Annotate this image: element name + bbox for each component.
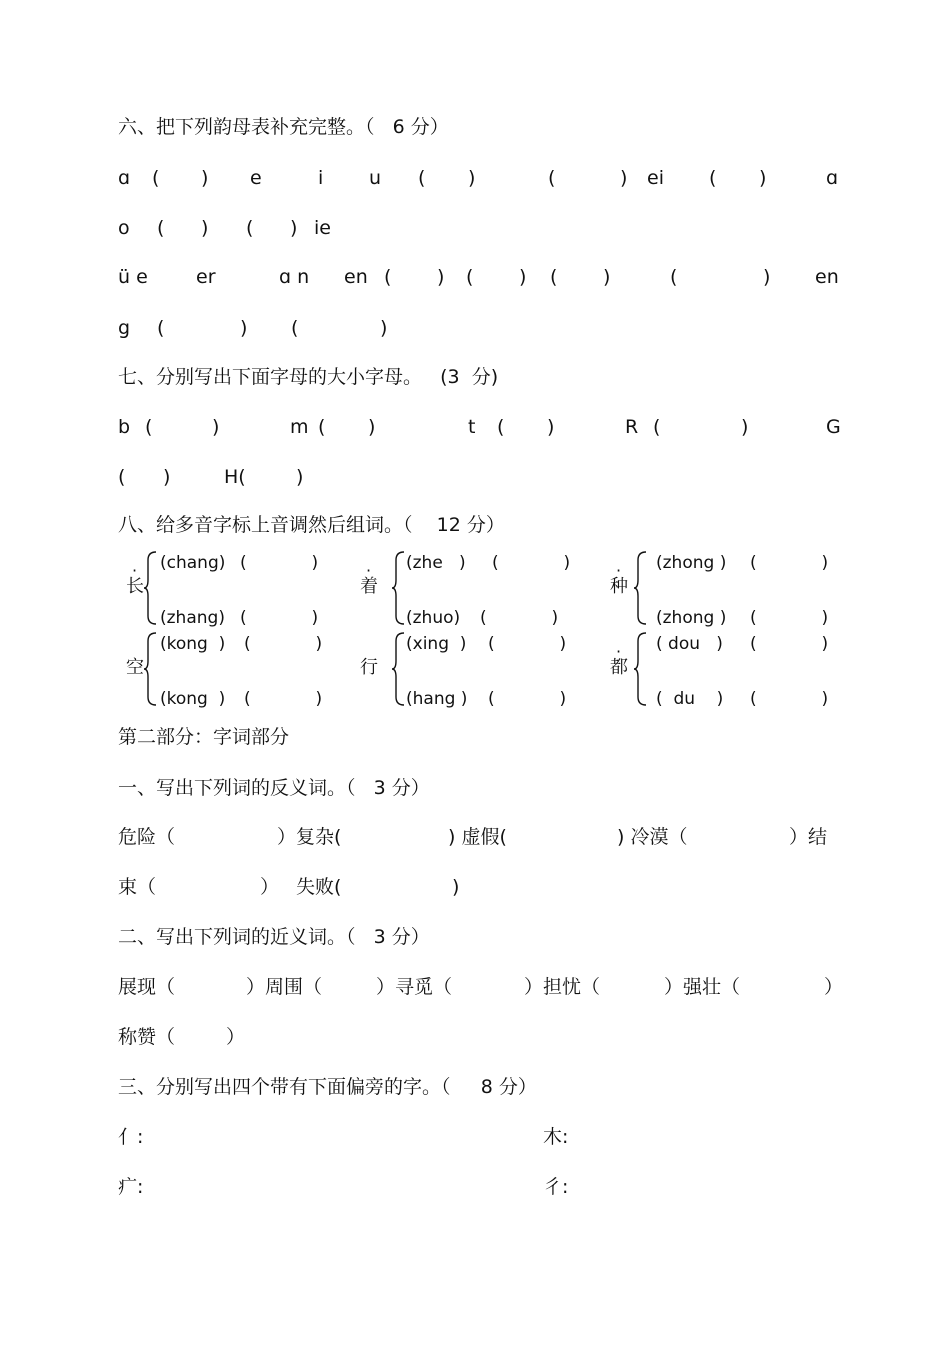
blank-close: ) [620,167,628,189]
vowel-a: ɑ [826,167,839,189]
polyphone-char: 种 [610,576,628,597]
vowel-ue: ü e [118,266,148,288]
word-item: ）结 [789,826,828,848]
word-item: ） [226,1026,246,1048]
word-blank: ( ) [492,553,571,573]
pinyin: (kong ) [160,689,226,709]
blank-open: ( [291,317,299,339]
radical-label: 木: [543,1126,569,1148]
polyphone-group: · 都 ( dou ) ( ) ( du ) ( ) [602,631,842,751]
s2-row2 [0,1022,950,1052]
q6-row2 [0,213,950,243]
blank-open: ( [145,416,153,438]
blank-open: ( [118,466,126,488]
pinyin: ( du ) [656,689,724,709]
polyphone-group: · 着 (zhe ) ( ) (zhuo) ( ) [352,550,592,670]
word-item: ）周围（ [246,976,323,998]
vowel-en: en [815,266,839,288]
pinyin: (xing ) [406,634,467,654]
word-item: ）复杂( [277,826,342,848]
word-blank: ( ) [750,634,829,654]
vowel-e: e [250,167,262,189]
s2-title: 二、写出下列词的近义词。（ 3 分） [118,926,430,948]
word-blank: ( ) [750,689,829,709]
letter-R: R [625,416,639,438]
word-blank: ( ) [488,689,567,709]
blank-open: ( [157,217,165,239]
s2-row1 [0,972,950,1002]
blank-open: ( [709,167,717,189]
blank-close: ) [741,416,749,438]
q7-row2 [0,462,950,492]
word-item: ） [260,876,280,898]
word-item: ) 虚假( [448,826,507,848]
vowel-ei: ei [647,167,664,189]
word-item: 展现（ [118,976,176,998]
blank-open: ( [152,167,160,189]
word-item: 称赞（ [118,1026,176,1048]
pinyin: (zhe ) [406,553,466,573]
vowel-a: ɑ [118,167,131,189]
word-item: ) 冷漠（ [617,826,688,848]
q6-row4 [0,313,950,343]
blank-close: ) [763,266,771,288]
word-blank: ( ) [750,553,829,573]
word-item: 危险（ [118,826,176,848]
blank-open: ( [157,317,165,339]
brace [144,550,158,626]
s1-row1 [0,822,950,852]
s3-title-line [0,1072,950,1102]
radical-label: 疒: [118,1176,144,1198]
word-blank: ( ) [480,608,559,628]
word-item: ) [452,876,460,898]
letter-G: G [826,416,841,438]
polyphone-group: · 长 (chang) ( ) (zhang) ( ) [118,550,358,670]
blank-open: ( [497,416,505,438]
vowel-g: g [118,317,131,339]
s1-title: 一、写出下列词的反义词。（ 3 分） [118,777,430,799]
word-item: ）担忧（ [524,976,601,998]
vowel-i: i [318,167,324,189]
blank-open: ( [548,167,556,189]
word-blank: ( ) [750,608,829,628]
q6-row1 [0,163,950,193]
radical-label: 彳: [543,1176,569,1198]
blank-open: ( [550,266,558,288]
letter-H: H( [224,466,246,488]
vowel-er: er [196,266,216,288]
q8-title: 八、给多音字标上音调然后组词。（ 12 分） [118,514,505,536]
s1-title-line [0,773,950,803]
word-blank: ( ) [240,608,319,628]
q6-title: 六、把下列韵母表补充完整。（ 6 分） [118,116,449,138]
vowel-u: u [369,167,382,189]
q7-row1 [0,412,950,442]
vowel-an: ɑ n [279,266,310,288]
letter-t: t [468,416,476,438]
brace [392,550,406,626]
q6-row3 [0,262,950,292]
pinyin: (hang ) [406,689,468,709]
blank-open: ( [384,266,392,288]
word-blank: ( ) [488,634,567,654]
blank-close: ) [201,167,209,189]
s1-row2 [0,872,950,902]
polyphone-char: 都 [610,657,628,678]
vowel-en: en [344,266,368,288]
blank-close: ) [212,416,220,438]
word-item: 失败( [296,876,342,898]
s3-title: 三、分别写出四个带有下面偏旁的字。（ 8 分） [118,1076,537,1098]
blank-open: ( [653,416,661,438]
word-blank: ( ) [244,634,323,654]
polyphone-char: 长 [126,576,144,597]
pinyin: ( dou ) [656,634,723,654]
polyphone-group: · 种 (zhong ) ( ) (zhong ) ( ) [602,550,842,670]
q8-title-line [0,510,950,540]
word-item: ）强壮（ [664,976,741,998]
pinyin: (zhong ) [656,553,727,573]
blank-close: ) [603,266,611,288]
blank-close: ) [163,466,171,488]
letter-m: m [290,416,309,438]
s3-row1 [0,1122,950,1152]
q7-title-line [0,362,950,392]
brace [144,631,158,707]
word-item: 束（ [118,876,157,898]
blank-close: ) [380,317,388,339]
pinyin: (kong ) [160,634,226,654]
word-item: ）寻觅（ [376,976,453,998]
s2-title-line [0,922,950,952]
brace [392,631,406,707]
blank-close: ) [547,416,555,438]
section-heading: 第二部分：字词部分 [118,726,290,748]
vowel-o: o [118,217,130,239]
blank-close: ) [290,217,298,239]
pinyin: (zhong ) [656,608,727,628]
q6-title-line [0,112,950,142]
vowel-ie: ie [314,217,331,239]
blank-open: ( [466,266,474,288]
blank-close: ) [468,167,476,189]
blank-close: ) [296,466,304,488]
word-item: ） [824,976,844,998]
pinyin: (chang) [160,553,226,573]
blank-open: ( [418,167,426,189]
radical-label: 亻: [118,1126,144,1148]
q7-title: 七、分别写出下面字母的大小字母。 (3 分) [118,366,499,388]
blank-open: ( [318,416,326,438]
part2-title-line [0,722,950,752]
word-blank: ( ) [240,553,319,573]
polyphone-char: 着 [360,576,378,597]
blank-close: ) [201,217,209,239]
blank-close: ) [519,266,527,288]
polyphone-char: 行 [360,657,378,678]
blank-open: ( [246,217,254,239]
blank-open: ( [670,266,678,288]
blank-close: ) [240,317,248,339]
brace [634,631,648,707]
blank-close: ) [368,416,376,438]
s3-row2 [0,1172,950,1202]
pinyin: (zhuo) [406,608,461,628]
pinyin: (zhang) [160,608,225,628]
blank-close: ) [437,266,445,288]
word-blank: ( ) [244,689,323,709]
blank-close: ) [759,167,767,189]
brace [634,550,648,626]
polyphone-char: 空 [126,657,144,678]
letter-b: b [118,416,131,438]
